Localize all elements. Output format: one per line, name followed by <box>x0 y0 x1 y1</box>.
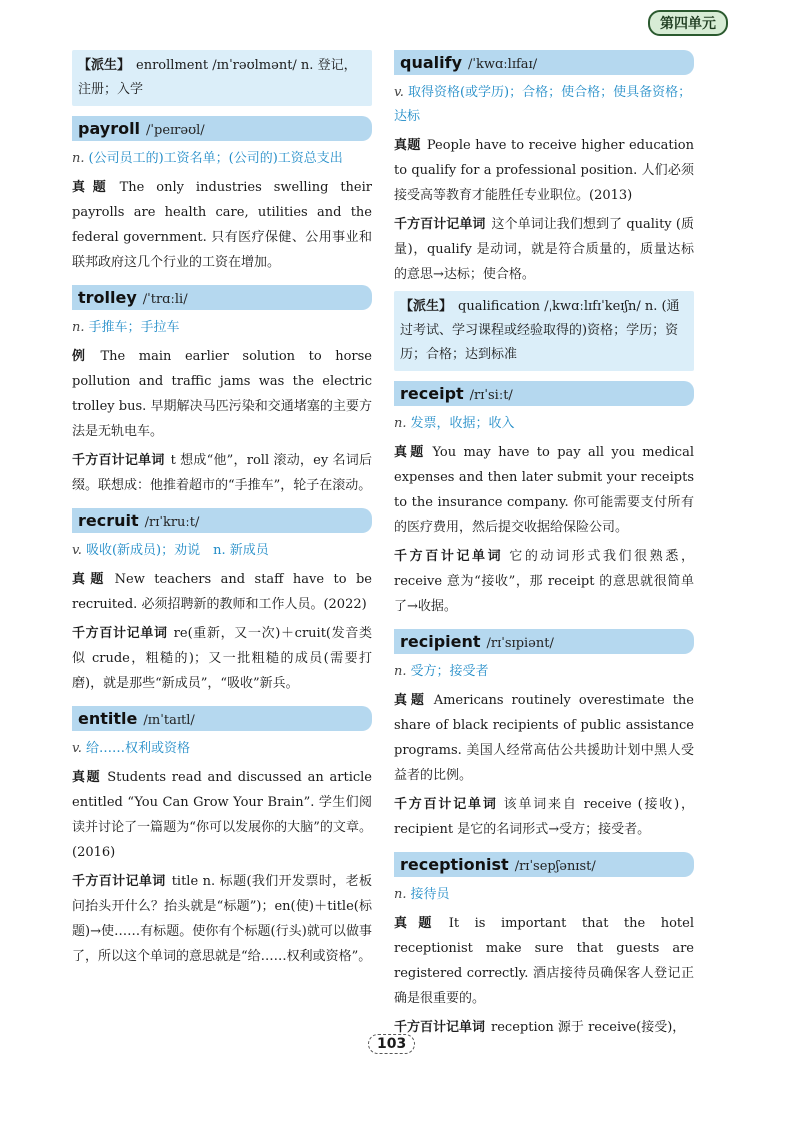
phonetic: /rɪˈsepʃənɪst/ <box>514 859 596 874</box>
example <box>72 175 372 275</box>
left-column <box>72 50 372 979</box>
part-of-speech: n. <box>72 320 85 335</box>
example-label: 真题 <box>394 693 428 708</box>
entry-qualify <box>394 50 694 371</box>
memory-tip <box>394 792 694 842</box>
word-header <box>394 852 694 877</box>
part-of-speech: v. <box>394 85 404 100</box>
headword: recipient <box>400 632 481 651</box>
example-en: It is important that the hotel receptionist make sure that guests are registered correctly. <box>394 916 694 981</box>
memory-tip <box>72 621 372 696</box>
word-header <box>394 629 694 654</box>
derivative-text: qualification /ˌkwɑːlɪfɪˈkeɪʃn/ n. (通过考试、学习课程或经验取得的)资格；学历；资历；合格；达到标准 <box>400 299 680 362</box>
memory-label: 千方百计记单词 <box>72 874 166 889</box>
headword: qualify <box>400 53 462 72</box>
definition-text: 发票，收据；收入 <box>410 416 515 431</box>
unit-tag: 第四单元 <box>648 10 728 36</box>
definition-text: 吸收(新成员)；劝说 n. 新成员 <box>85 543 269 558</box>
word-header <box>72 706 372 731</box>
page-number: 103 <box>368 1034 415 1054</box>
example-en: New teachers and staff have to be recruited. <box>72 572 372 612</box>
definition-text: 手推车；手拉车 <box>88 320 180 335</box>
derivative-box-enrollment <box>72 50 372 106</box>
example <box>394 133 694 208</box>
definition-text: 接待员 <box>410 887 450 902</box>
example-cn: 早期解决马匹污染和交通堵塞的主要方法是无轨电车。 <box>72 399 372 439</box>
example-en: The main earlier solution to horse pollution and traffic jams was the electric trolley bus. <box>72 349 372 414</box>
example <box>72 765 372 865</box>
entry-receptionist <box>394 852 694 1040</box>
definition-text: 取得资格(或学历)；合格；使合格；使具备资格；达标 <box>394 85 692 124</box>
example-cn: 美国人经常高估公共援助计划中黑人受益者的比例。 <box>394 743 694 783</box>
headword: recruit <box>78 511 139 530</box>
entry-receipt <box>394 381 694 619</box>
memory-text: t 想成“他”，roll 滚动，ey 名词后缀。联想成：他推着超市的“手推车”，轮子在滚动。 <box>72 453 372 493</box>
example <box>394 440 694 540</box>
memory-label: 千方百计记单词 <box>72 626 168 641</box>
memory-tip <box>394 212 694 287</box>
example-en: Americans routinely overestimate the share of black recipients of public assistance programs. <box>394 693 694 758</box>
derivative-box-qualification <box>394 291 694 371</box>
phonetic: /rɪˈsiːt/ <box>469 388 513 403</box>
phonetic: /ˈpeɪrəʊl/ <box>146 123 205 138</box>
headword: payroll <box>78 119 141 138</box>
memory-label: 千方百计记单词 <box>394 549 504 564</box>
entry-recipient <box>394 629 694 842</box>
memory-text: 该单词来自 receive (接收)，recipient 是它的名词形式→受方；接受者。 <box>394 797 694 837</box>
example-cn: 只有医疗保健、公用事业和联邦政府这几个行业的工资在增加。 <box>72 230 372 270</box>
entry-entitle <box>72 706 372 969</box>
word-header <box>394 381 694 406</box>
phonetic: /ˈkwɑːlɪfaɪ/ <box>468 57 538 72</box>
definition <box>72 737 372 761</box>
memory-tip <box>72 869 372 969</box>
entry-trolley <box>72 285 372 498</box>
example-label: 真题 <box>394 916 443 931</box>
example-cn: 学生们阅读并讨论了一篇题为“你可以发展你的大脑”的文章。(2016) <box>72 795 372 860</box>
example-en: Students read and discussed an article entitled “You Can Grow Your Brain”. <box>72 770 372 810</box>
example-label: 真题 <box>394 445 427 460</box>
entry-recruit <box>72 508 372 696</box>
definition <box>72 539 372 563</box>
derivative-label: 【派生】 <box>400 299 453 314</box>
headword: receipt <box>400 384 464 403</box>
headword: receptionist <box>400 855 509 874</box>
memory-label: 千方百计记单词 <box>72 453 165 468</box>
definition <box>394 81 694 129</box>
memory-text: title n. 标题(我们开发票时，老板问抬头开什么？抬头就是“标题”)；en(使)＋title(标题)→使……有标题。使你有个标题(行头)就可以做事了，所以这个单词的意思就是“给……权利或资格”。 <box>72 874 372 964</box>
example-label: 真题 <box>72 770 102 785</box>
example-label: 真题 <box>72 180 114 195</box>
right-column <box>394 50 694 1050</box>
memory-label: 千方百计记单词 <box>394 797 498 812</box>
definition-text: 给……权利或资格 <box>85 741 190 756</box>
example-en: You may have to pay all you medical expenses and then later submit your receipts to the insurance company. <box>394 445 694 510</box>
memory-tip <box>394 1015 694 1040</box>
word-header <box>394 50 694 75</box>
phonetic: /ˈtrɑːli/ <box>142 292 188 307</box>
example-cn: 必须招聘新的教师和工作人员。(2022) <box>141 597 367 612</box>
memory-text: re(重新，又一次)＋cruit(发音类似 crude，粗糙的)；又一批粗糙的成员(需要打磨)，就是那些“新成员”，“吸收”新兵。 <box>72 626 372 691</box>
definition <box>72 147 372 171</box>
example-label: 例 <box>72 349 95 364</box>
part-of-speech: v. <box>72 543 82 558</box>
definition <box>394 883 694 907</box>
example-label: 真题 <box>394 138 421 153</box>
phonetic: /rɪˈsɪpiənt/ <box>486 636 554 651</box>
memory-label: 千方百计记单词 <box>394 1020 486 1035</box>
entry-payroll <box>72 116 372 275</box>
definition <box>72 316 372 340</box>
headword: entitle <box>78 709 138 728</box>
part-of-speech: n. <box>394 416 407 431</box>
part-of-speech: v. <box>72 741 82 756</box>
part-of-speech: n. <box>394 664 407 679</box>
word-header <box>72 116 372 141</box>
derivative-text: enrollment /ɪnˈrəʊlmənt/ n. 登记，注册；入学 <box>78 58 357 97</box>
part-of-speech: n. <box>72 151 85 166</box>
example-en: The only industries swelling their payrolls are health care, utilities and the federal government. <box>72 180 372 245</box>
memory-label: 千方百计记单词 <box>394 217 486 232</box>
example-label: 真题 <box>72 572 109 587</box>
definition-text: 受方；接受者 <box>410 664 489 679</box>
phonetic: /ɪnˈtaɪtl/ <box>143 713 195 728</box>
definition-text: (公司员工的)工资名单；(公司的)工资总支出 <box>88 151 343 166</box>
memory-tip <box>72 448 372 498</box>
derivative-label: 【派生】 <box>78 58 131 73</box>
memory-text: 这个单词让我们想到了 quality (质量)，qualify 是动词，就是符合质量的，质量达标的意思→达标；使合格。 <box>394 217 694 282</box>
example-cn: 人们必须接受高等教育才能胜任专业职位。(2013) <box>394 163 694 203</box>
example <box>394 688 694 788</box>
example <box>72 344 372 444</box>
memory-text: reception 源于 receive(接受)， <box>491 1020 686 1035</box>
memory-text: 它的动词形式我们很熟悉，receive 意为“接收”，那 receipt 的意思就很简单了→收据。 <box>394 549 694 614</box>
definition <box>394 412 694 436</box>
headword: trolley <box>78 288 137 307</box>
example <box>72 567 372 617</box>
part-of-speech: n. <box>394 887 407 902</box>
definition <box>394 660 694 684</box>
word-header <box>72 285 372 310</box>
phonetic: /rɪˈkruːt/ <box>144 515 200 530</box>
example-cn: 你可能需要支付所有的医疗费用，然后提交收据给保险公司。 <box>394 495 694 535</box>
word-header <box>72 508 372 533</box>
example <box>394 911 694 1011</box>
example-cn: 酒店接待员确保客人登记正确是很重要的。 <box>394 966 694 1006</box>
memory-tip <box>394 544 694 619</box>
example-en: People have to receive higher education to qualify for a professional position. <box>394 138 694 178</box>
